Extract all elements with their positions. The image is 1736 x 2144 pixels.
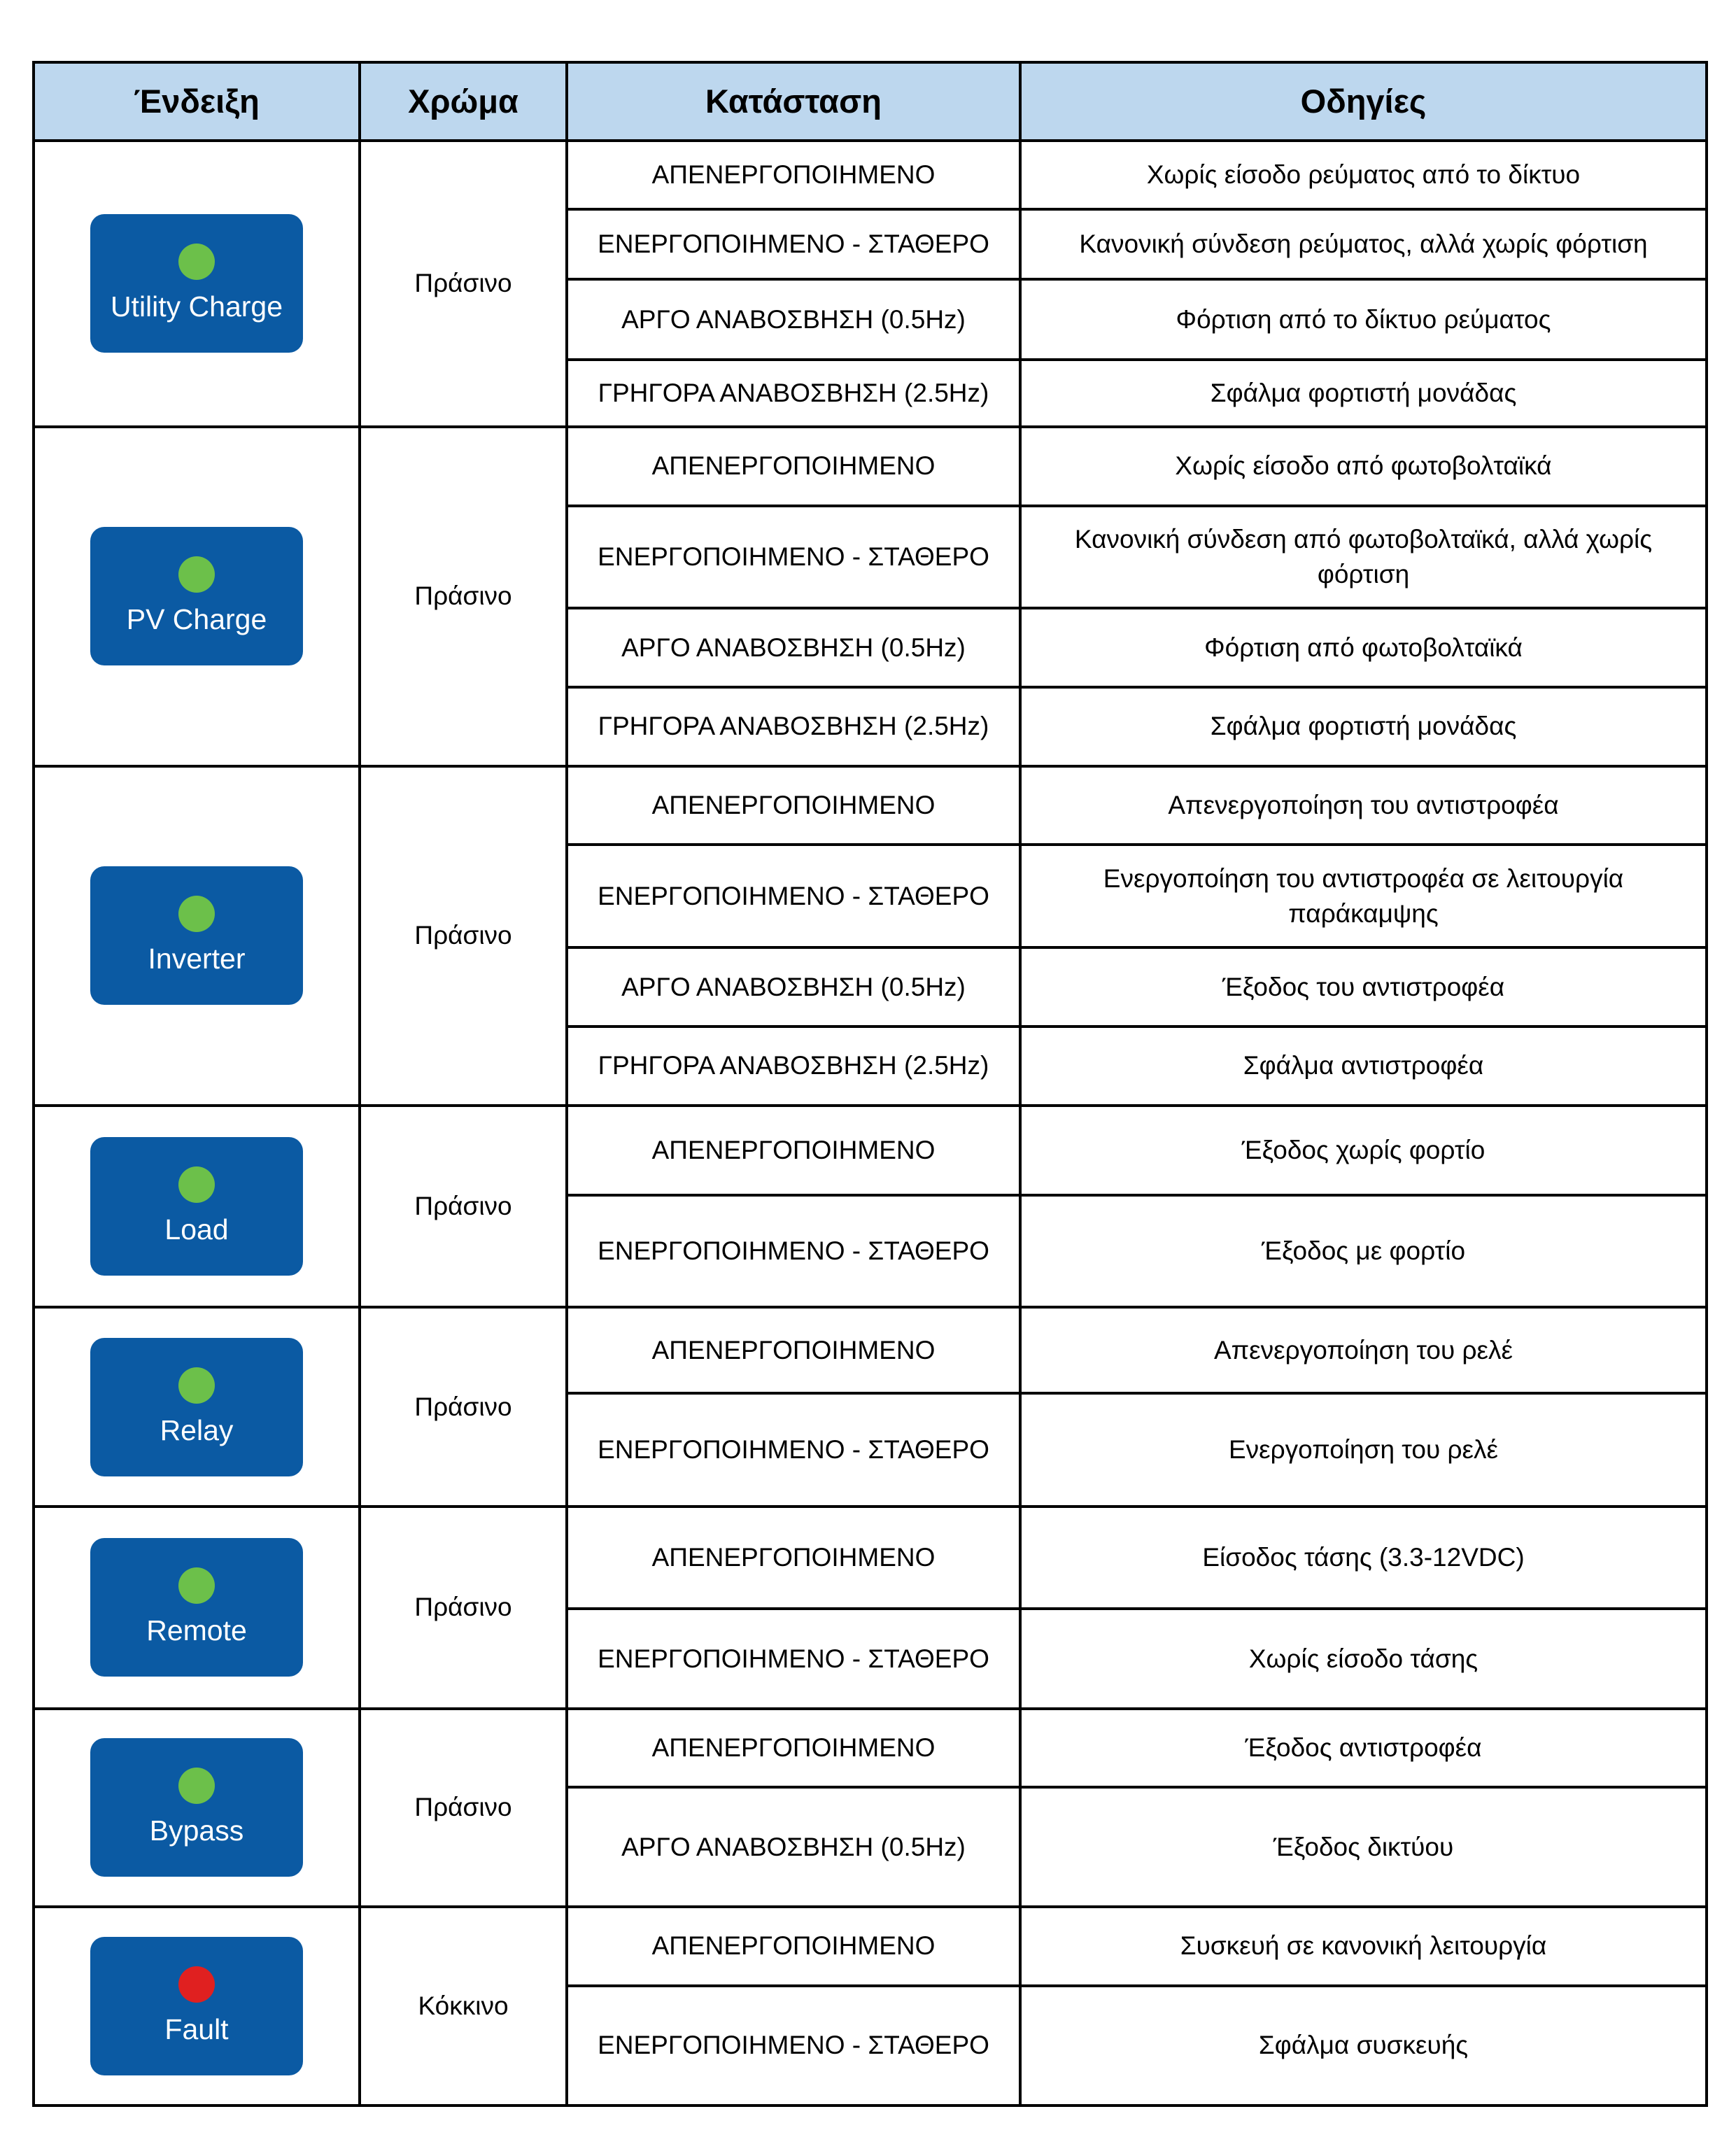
color-cell: Πράσινο — [360, 1507, 567, 1709]
instruction-cell: Κανονική σύνδεση από φωτοβολταϊκά, αλλά χωρίς φόρτιση — [1020, 506, 1707, 608]
led-panel — [90, 866, 303, 1005]
state-cell: ΑΠΕΝΕΡΓΟΠΟΙΗΜΕΝΟ — [567, 1507, 1020, 1609]
state-cell: ΓΡΗΓΟΡΑ ΑΝΑΒΟΣΒΗΣΗ (2.5Hz) — [567, 360, 1020, 427]
header-state: Κατάσταση — [567, 62, 1020, 141]
indicator-cell — [34, 1307, 360, 1507]
instruction-cell: Έξοδος δικτύου — [1020, 1787, 1707, 1907]
header-indication: Ένδειξη — [34, 62, 360, 141]
led-label: Remote — [146, 1614, 247, 1647]
led-panel — [90, 1538, 303, 1677]
header-row — [34, 62, 1707, 141]
led-indicator-table — [32, 61, 1708, 2107]
led-panel — [90, 527, 303, 665]
state-cell: ΑΠΕΝΕΡΓΟΠΟΙΗΜΕΝΟ — [567, 1907, 1020, 1985]
led-dot-icon — [178, 556, 215, 593]
color-cell: Κόκκινο — [360, 1907, 567, 2106]
state-cell: ΕΝΕΡΓΟΠΟΙΗΜΕΝΟ - ΣΤΑΘΕΡΟ — [567, 1609, 1020, 1708]
led-panel — [90, 1937, 303, 2075]
state-cell: ΑΠΕΝΕΡΓΟΠΟΙΗΜΕΝΟ — [567, 1106, 1020, 1195]
table-row — [34, 1907, 1707, 1985]
led-panel — [90, 214, 303, 353]
state-cell: ΑΠΕΝΕΡΓΟΠΟΙΗΜΕΝΟ — [567, 1709, 1020, 1787]
state-cell: ΑΠΕΝΕΡΓΟΠΟΙΗΜΕΝΟ — [567, 766, 1020, 845]
instruction-cell: Έξοδος αντιστροφέα — [1020, 1709, 1707, 1787]
instruction-cell: Χωρίς είσοδο ρεύματος από το δίκτυο — [1020, 141, 1707, 209]
indicator-cell — [34, 1106, 360, 1308]
color-cell: Πράσινο — [360, 1106, 567, 1308]
state-cell: ΕΝΕΡΓΟΠΟΙΗΜΕΝΟ - ΣΤΑΘΕΡΟ — [567, 1195, 1020, 1307]
indicator-cell — [34, 766, 360, 1106]
led-label: Load — [164, 1213, 229, 1246]
led-label: Inverter — [148, 943, 246, 975]
instruction-cell: Χωρίς είσοδο από φωτοβολταϊκά — [1020, 427, 1707, 506]
state-cell: ΕΝΕΡΓΟΠΟΙΗΜΕΝΟ - ΣΤΑΘΕΡΟ — [567, 209, 1020, 279]
led-dot-icon — [178, 896, 215, 932]
instruction-cell: Σφάλμα αντιστροφέα — [1020, 1027, 1707, 1106]
color-cell: Πράσινο — [360, 427, 567, 766]
led-dot-icon — [178, 1367, 215, 1404]
instruction-cell: Απενεργοποίηση του ρελέ — [1020, 1307, 1707, 1392]
table-body — [34, 141, 1707, 2106]
led-label: Bypass — [149, 1814, 244, 1847]
led-dot-icon — [178, 1166, 215, 1203]
table-row — [34, 1307, 1707, 1392]
color-cell: Πράσινο — [360, 1709, 567, 1907]
instruction-cell: Κανονική σύνδεση ρεύματος, αλλά χωρίς φόρτιση — [1020, 209, 1707, 279]
table-row — [34, 1507, 1707, 1609]
instruction-cell: Ενεργοποίηση του ρελέ — [1020, 1393, 1707, 1507]
led-dot-icon — [178, 1768, 215, 1804]
table-row — [34, 1709, 1707, 1787]
instruction-cell: Είσοδος τάσης (3.3-12VDC) — [1020, 1507, 1707, 1609]
instruction-cell: Σφάλμα φορτιστή μονάδας — [1020, 687, 1707, 766]
state-cell: ΕΝΕΡΓΟΠΟΙΗΜΕΝΟ - ΣΤΑΘΕΡΟ — [567, 1393, 1020, 1507]
led-label: Relay — [160, 1413, 234, 1446]
color-cell: Πράσινο — [360, 1307, 567, 1507]
state-cell: ΑΠΕΝΕΡΓΟΠΟΙΗΜΕΝΟ — [567, 141, 1020, 209]
instruction-cell: Συσκευή σε κανονική λειτουργία — [1020, 1907, 1707, 1985]
header-instructions: Οδηγίες — [1020, 62, 1707, 141]
indicator-cell — [34, 1507, 360, 1709]
indicator-cell — [34, 1709, 360, 1907]
led-panel — [90, 1137, 303, 1276]
instruction-cell: Χωρίς είσοδο τάσης — [1020, 1609, 1707, 1708]
led-indicator-table-wrapper — [32, 61, 1705, 2107]
led-panel — [90, 1738, 303, 1877]
led-dot-icon — [178, 1567, 215, 1604]
instruction-cell: Φόρτιση από φωτοβολταϊκά — [1020, 608, 1707, 686]
state-cell: ΑΡΓΟ ΑΝΑΒΟΣΒΗΣΗ (0.5Hz) — [567, 947, 1020, 1026]
led-label: Utility Charge — [110, 290, 283, 323]
state-cell: ΓΡΗΓΟΡΑ ΑΝΑΒΟΣΒΗΣΗ (2.5Hz) — [567, 687, 1020, 766]
table-row — [34, 427, 1707, 506]
state-cell: ΑΡΓΟ ΑΝΑΒΟΣΒΗΣΗ (0.5Hz) — [567, 279, 1020, 359]
state-cell: ΑΠΕΝΕΡΓΟΠΟΙΗΜΕΝΟ — [567, 427, 1020, 506]
state-cell: ΓΡΗΓΟΡΑ ΑΝΑΒΟΣΒΗΣΗ (2.5Hz) — [567, 1027, 1020, 1106]
instruction-cell: Έξοδος του αντιστροφέα — [1020, 947, 1707, 1026]
instruction-cell: Έξοδος χωρίς φορτίο — [1020, 1106, 1707, 1195]
state-cell: ΕΝΕΡΓΟΠΟΙΗΜΕΝΟ - ΣΤΑΘΕΡΟ — [567, 845, 1020, 947]
led-dot-icon — [178, 1966, 215, 2003]
led-label: PV Charge — [126, 603, 267, 636]
indicator-cell — [34, 1907, 360, 2106]
color-cell: Πράσινο — [360, 766, 567, 1106]
instruction-cell: Σφάλμα συσκευής — [1020, 1986, 1707, 2106]
instruction-cell: Σφάλμα φορτιστή μονάδας — [1020, 360, 1707, 427]
indicator-cell — [34, 141, 360, 427]
state-cell: ΑΠΕΝΕΡΓΟΠΟΙΗΜΕΝΟ — [567, 1307, 1020, 1392]
led-dot-icon — [178, 244, 215, 280]
state-cell: ΕΝΕΡΓΟΠΟΙΗΜΕΝΟ - ΣΤΑΘΕΡΟ — [567, 506, 1020, 608]
color-cell: Πράσινο — [360, 141, 567, 427]
state-cell: ΕΝΕΡΓΟΠΟΙΗΜΕΝΟ - ΣΤΑΘΕΡΟ — [567, 1986, 1020, 2106]
instruction-cell: Φόρτιση από το δίκτυο ρεύματος — [1020, 279, 1707, 359]
led-label: Fault — [164, 2013, 229, 2046]
table-row — [34, 766, 1707, 845]
instruction-cell: Ενεργοποίηση του αντιστροφέα σε λειτουργία παράκαμψης — [1020, 845, 1707, 947]
state-cell: ΑΡΓΟ ΑΝΑΒΟΣΒΗΣΗ (0.5Hz) — [567, 608, 1020, 686]
instruction-cell: Απενεργοποίηση του αντιστροφέα — [1020, 766, 1707, 845]
table-row — [34, 1106, 1707, 1195]
table-row — [34, 141, 1707, 209]
led-panel — [90, 1338, 303, 1476]
instruction-cell: Έξοδος με φορτίο — [1020, 1195, 1707, 1307]
header-color: Χρώμα — [360, 62, 567, 141]
indicator-cell — [34, 427, 360, 766]
state-cell: ΑΡΓΟ ΑΝΑΒΟΣΒΗΣΗ (0.5Hz) — [567, 1787, 1020, 1907]
